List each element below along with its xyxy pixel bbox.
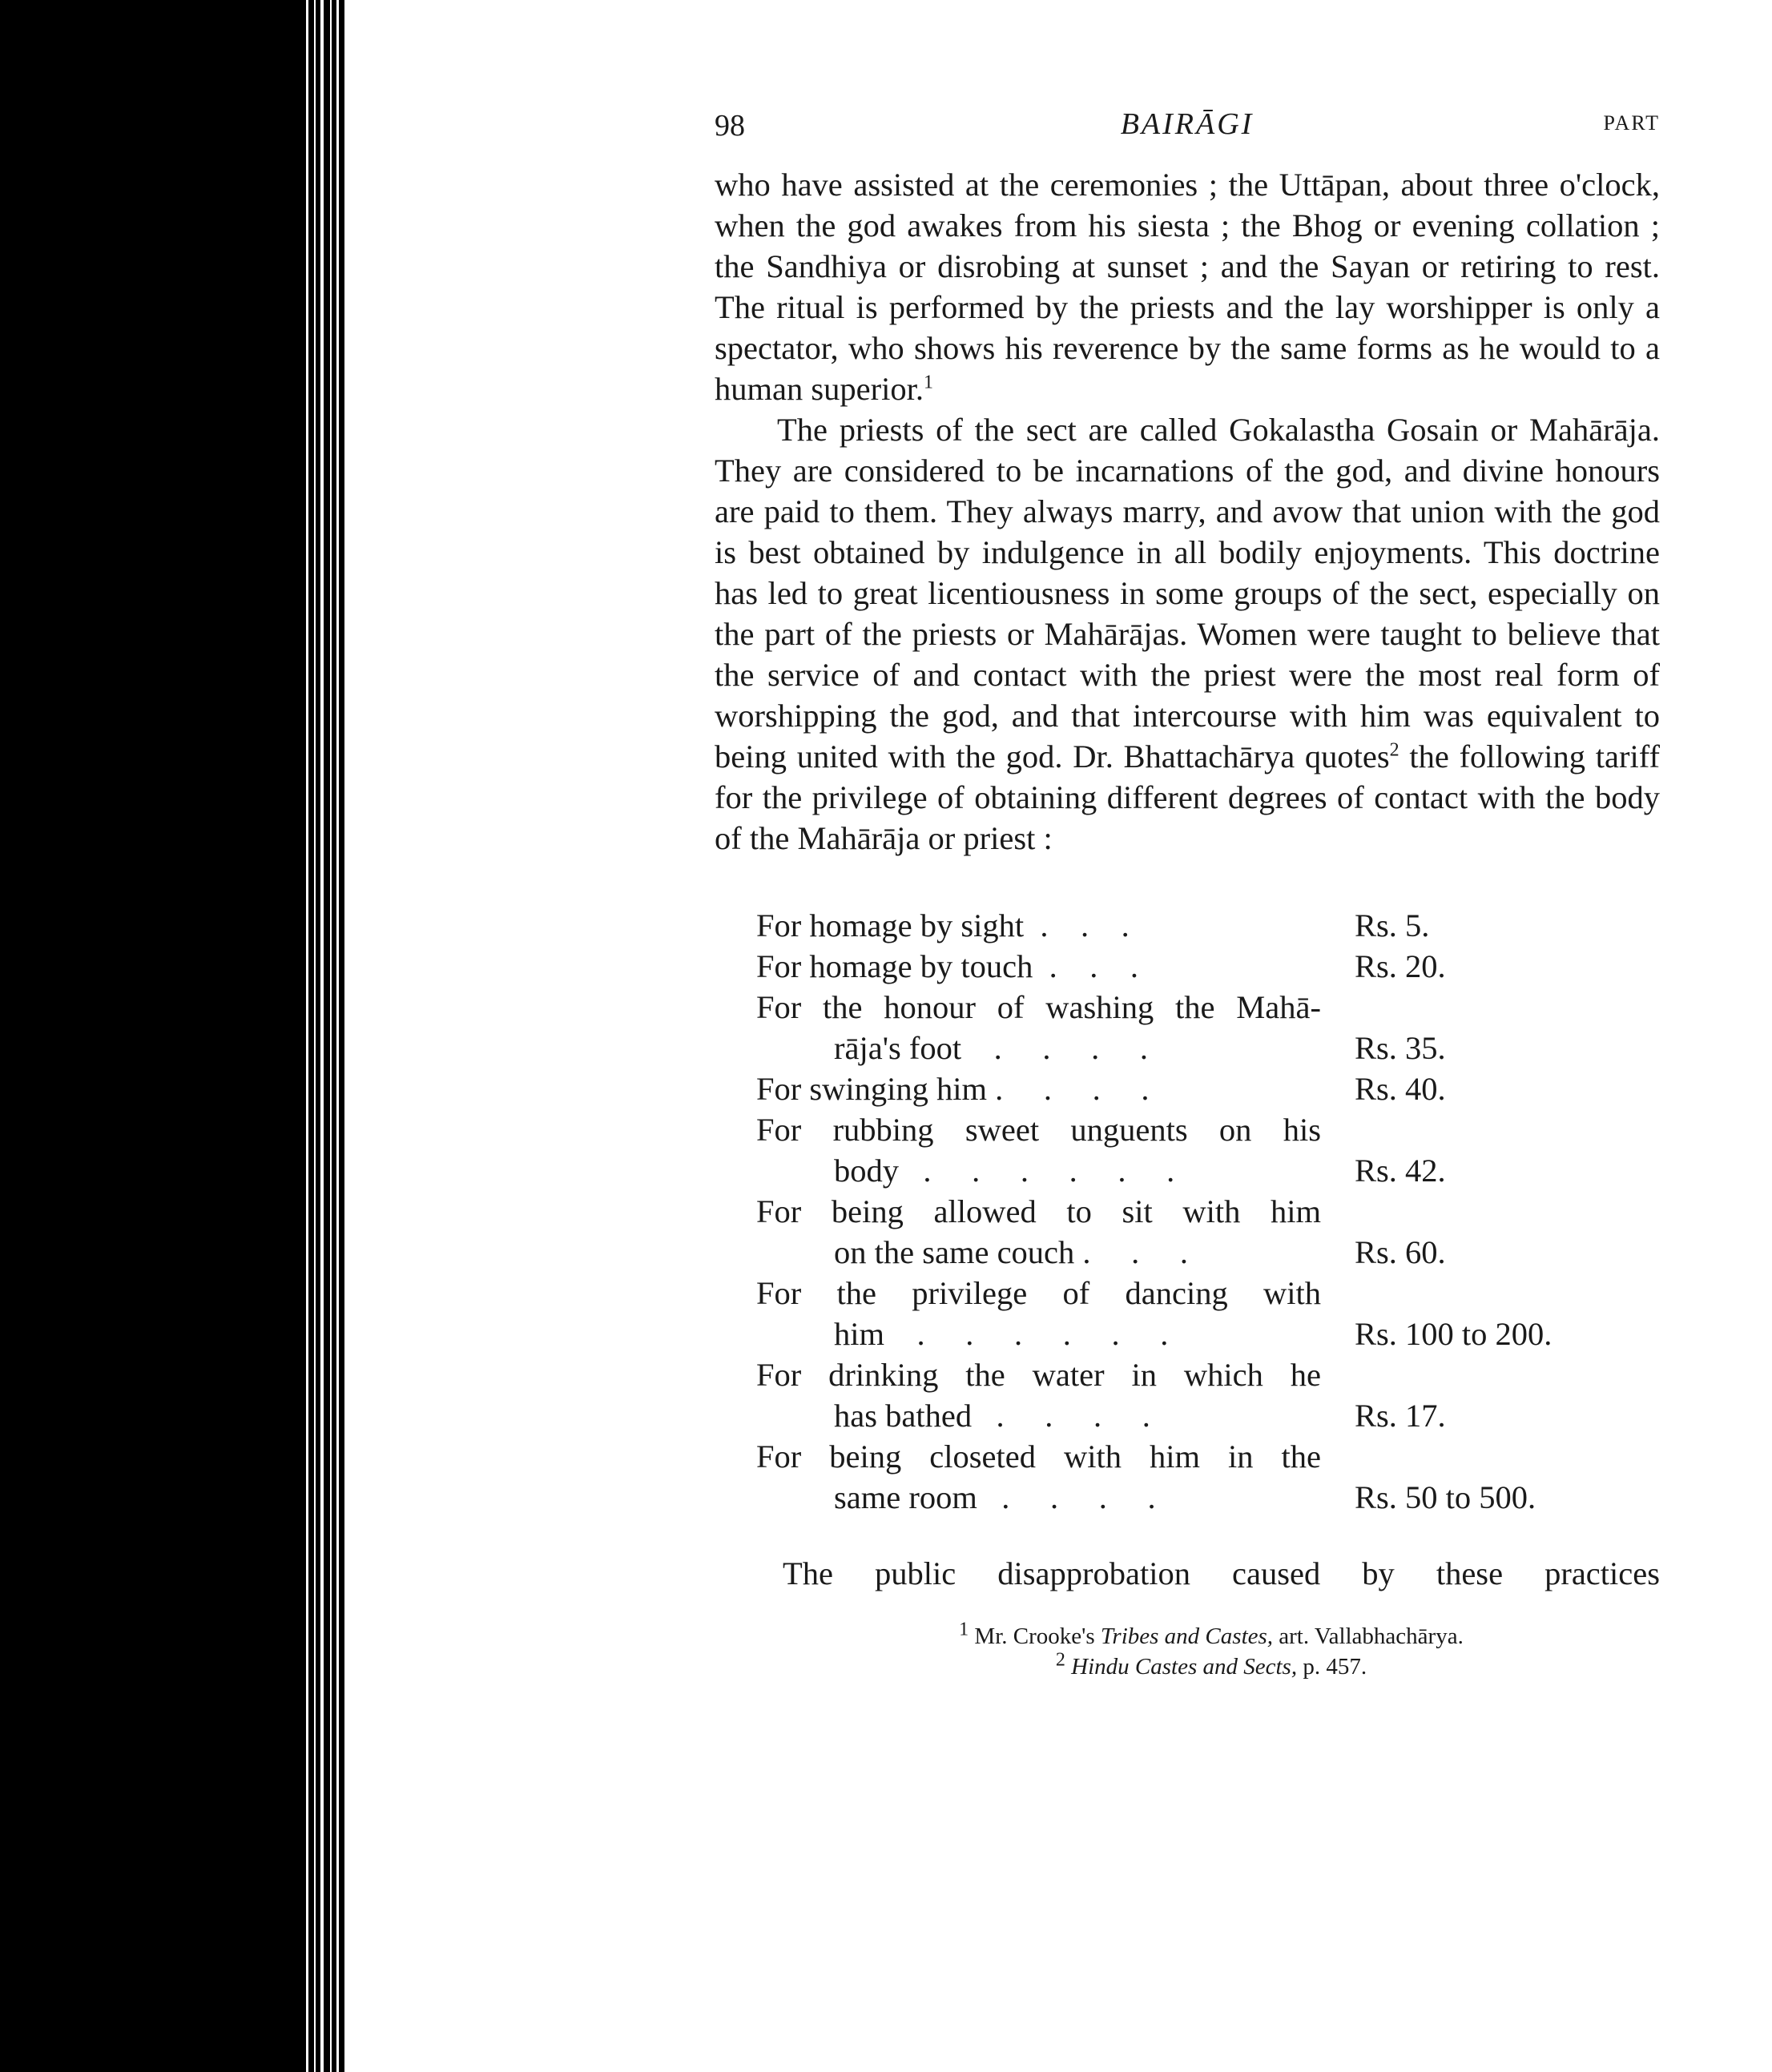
running-title: BAIRĀGI [1120, 107, 1254, 141]
tariff-row: For homage by touch . . . Rs. 20. [756, 946, 1660, 987]
tariff-item: For the privilege of dancing with [756, 1275, 1321, 1311]
paragraph-text: The priests of the sect are called Gokalastha Gosain or Mahārāja. They are considered to be incarnations of the god, and divine honours are paid to them. They always marry, and avow that union with the god is best obtained by indulgence in all bodily enjoyments. This doctrine has led to great licentiousness in some groups of the sect, especially on the part of the priests or Mahārājas. Women were taught to believe that the service of and contact with the priest were the most real form of worshipping the god, and that intercourse with him was equivalent to being united with the god. Dr. Bhattachārya quotes [715, 412, 1660, 774]
tariff-row: For the privilege of dancing with him . . . . . . Rs. 100 to 200. [756, 1273, 1660, 1354]
paragraph-priests [715, 409, 1660, 859]
tariff-price: Rs. 50 to 500. [1355, 1479, 1536, 1515]
footnote-1: $^1$ Mr. Crooke's Tribes and Castes, art. Vallabhachārya. [959, 1619, 1464, 1649]
scanned-binding-edge [0, 0, 344, 2072]
tariff-item: For the honour of washing the Mahā- [756, 989, 1321, 1025]
tariff-row: For being closeted with him in the same room . . . . Rs. 50 to 500. [756, 1436, 1660, 1518]
tariff-item: For swinging him [756, 1071, 988, 1107]
closing-line: The public disapprobation caused by these practices [783, 1555, 1660, 1591]
tariff-item: For rubbing sweet unguents on his [756, 1112, 1321, 1148]
tariff-item: For being allowed to sit with him [756, 1193, 1321, 1229]
book-page [715, 100, 1660, 1682]
tariff-item-cont: rāja's foot [834, 1030, 962, 1066]
tariff-item-cont: same room [834, 1479, 977, 1515]
page-number: 98 [715, 109, 745, 143]
paragraph-text-cont: the following tariff for the privilege of obtaining different degrees of contact with the body of the Mahārāja or priest : [715, 738, 1660, 856]
tariff-price: Rs. 40. [1355, 1071, 1446, 1107]
tariff-row: For drinking the water in which he has bathed . . . . Rs. 17. [756, 1354, 1660, 1436]
tariff-item-cont: on the same couch [834, 1234, 1075, 1270]
tariff-row: For swinging him . . . . Rs. 40. [756, 1068, 1660, 1109]
footnote-ref-2: 2 [1389, 739, 1399, 761]
tariff-row: For the honour of washing the Mahā- rāja's foot . . . . Rs. 35. [756, 987, 1660, 1068]
tariff-price: Rs. 20. [1355, 948, 1446, 984]
running-head [715, 100, 1660, 148]
tariff-row: For rubbing sweet unguents on his body . . . . . . Rs. 42. [756, 1109, 1660, 1191]
tariff-item: For homage by touch [756, 948, 1033, 984]
tariff-price: Rs. 35. [1355, 1030, 1446, 1066]
tariff-price: Rs. 5. [1355, 907, 1430, 943]
tariff-item-cont: has bathed [834, 1398, 973, 1434]
tariff-price: Rs. 42. [1355, 1153, 1446, 1189]
tariff-price: Rs. 17. [1355, 1398, 1446, 1434]
tariff-item: For drinking the water in which he [756, 1357, 1321, 1393]
paragraph-ritual [715, 164, 1660, 409]
tariff-item-cont: body [834, 1153, 899, 1189]
tariff-table [756, 905, 1660, 1518]
tariff-price: Rs. 100 to 200. [1355, 1316, 1553, 1352]
tariff-row: For being allowed to sit with him on the same couch . . . Rs. 60. [756, 1191, 1660, 1273]
tariff-item-cont: him [834, 1316, 885, 1352]
footnote-2: $^2$ Hindu Castes and Sects, p. 457. [1055, 1649, 1367, 1680]
tariff-price: Rs. 60. [1355, 1234, 1446, 1270]
part-label: PART [1603, 111, 1660, 135]
footnotes [715, 1621, 1660, 1682]
tariff-item: For being closeted with him in the [756, 1438, 1321, 1475]
tariff-row: For homage by sight . . . Rs. 5. [756, 905, 1660, 946]
footnote-ref-1: 1 [923, 372, 933, 393]
paragraph-text: who have assisted at the ceremonies ; the Uttāpan, about three o'clock, when the god awakes from his siesta ; the Bhog or evening collation ; the Sandhiya or disrobing at sunset ; and the Sayan or retiring to rest. The ritual is performed by the priests and the lay worshipper is only a spectator, who shows his reverence by the same forms as he would to a human superior. [715, 167, 1660, 407]
tariff-item: For homage by sight [756, 907, 1025, 943]
